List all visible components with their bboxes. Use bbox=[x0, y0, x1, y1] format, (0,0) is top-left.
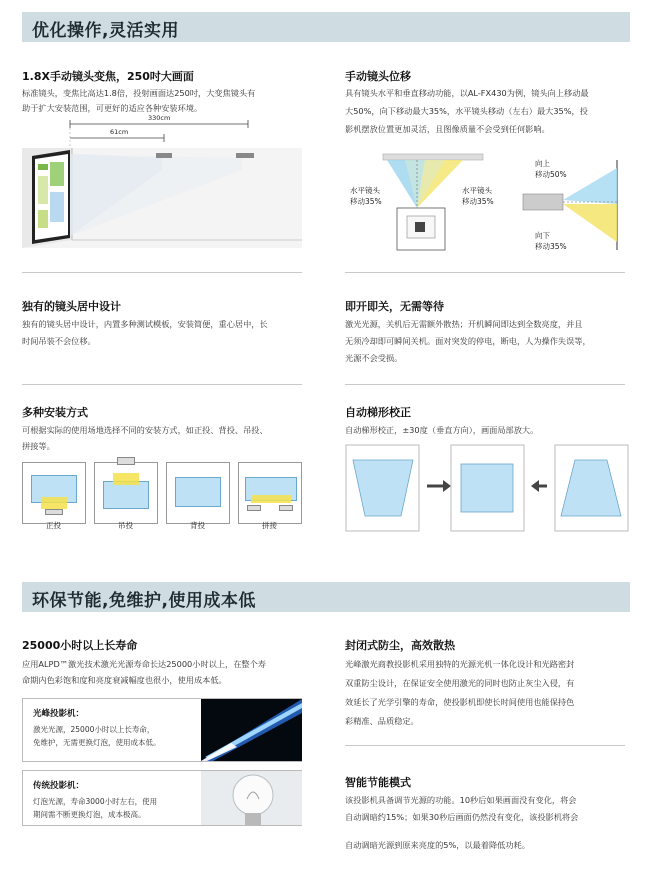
dimension-330cm: 330cm bbox=[148, 114, 171, 122]
center-desc-line-1: 独有的镜头居中设计，内置多种测试模板，安装简便，重心居中，长 bbox=[22, 319, 268, 329]
keystone-desc: 自动梯形校正，±30度（垂直方向），画面局部放大。 bbox=[345, 425, 539, 435]
center-title: 独有的镜头居中设计 bbox=[22, 300, 121, 313]
install-mode-stitch bbox=[238, 462, 302, 524]
instant-title: 即开即关，无需等待 bbox=[345, 300, 444, 313]
shift-desc-line-1: 具有镜头水平和垂直移动功能，以AL-FX430为例，镜头向上移动最 bbox=[345, 88, 589, 98]
section-title: 环保节能,免维护,使用成本低 bbox=[32, 591, 256, 611]
section-title: 优化操作,灵活实用 bbox=[32, 21, 179, 41]
shift-title: 手动镜头位移 bbox=[345, 70, 411, 83]
install-title: 多种安装方式 bbox=[22, 406, 88, 419]
eco-desc-line-2: 自动调暗约15%；如果30秒后画面仍然没有变化，该投影机将会 bbox=[345, 812, 579, 822]
instant-desc-line-2: 无须冷却即可瞬间关机。面对突发的停电，断电，人为操作失误等， bbox=[345, 336, 591, 346]
divider bbox=[345, 272, 625, 273]
install-desc-line-2: 拼接等。 bbox=[22, 441, 55, 451]
divider bbox=[22, 272, 302, 273]
label-horizontal-shift-right: 水平镜头 移动35% bbox=[462, 186, 494, 206]
lamp-card-line-1: 灯泡光源，寿命3000小时左右，使用 bbox=[33, 797, 158, 806]
keystone-diagram bbox=[345, 444, 630, 534]
keystone-title: 自动梯形校正 bbox=[345, 406, 411, 419]
zoom-room-illustration bbox=[22, 118, 302, 248]
zoom-title: 1.8X手动镜头变焦，250吋大画面 bbox=[22, 70, 194, 83]
lamp-card-title: 传统投影机： bbox=[33, 781, 85, 791]
label-shift-up: 向上 移动50% bbox=[535, 159, 567, 179]
section-banner-operation bbox=[22, 12, 630, 42]
dimension-61cm: 61cm bbox=[110, 128, 129, 136]
vertical-shift-diagram bbox=[515, 160, 625, 250]
section-banner-eco bbox=[22, 582, 630, 612]
light-bulb-image bbox=[201, 771, 302, 825]
sealed-desc-line-1: 光峰激光商教投影机采用独特的光源光机一体化设计和光路密封 bbox=[345, 659, 575, 669]
center-desc-line-2: 时间吊装不会位移。 bbox=[22, 336, 96, 346]
eco-desc-line-3: 自动调暗光源到原来亮度的5%，以最着降低功耗。 bbox=[345, 840, 530, 850]
life-title: 25000小时以上长寿命 bbox=[22, 639, 138, 652]
install-mode-rear bbox=[166, 462, 230, 524]
sealed-desc-line-4: 彩精准、品质稳定。 bbox=[345, 716, 419, 726]
label-shift-down: 向下 移动35% bbox=[535, 231, 567, 251]
divider bbox=[345, 384, 625, 385]
install-mode-label: 正投 bbox=[46, 521, 61, 530]
life-desc-line-2: 命期内色彩饱和度和亮度衰减幅度也很小，使用成本低。 bbox=[22, 675, 227, 685]
lamp-card-line-2: 期间需不断更换灯泡，成本极高。 bbox=[33, 810, 146, 819]
sealed-title: 封闭式防尘，高效散热 bbox=[345, 639, 455, 652]
zoom-desc-line-2: 助于扩大安装范围，可更好的适应各种安装环境。 bbox=[22, 103, 203, 113]
sealed-desc-line-3: 效延长了光学引擎的寿命，使投影机即使长时间使用也能保持色 bbox=[345, 697, 575, 707]
shift-desc-line-3: 影机摆放位置更加灵活，且图像质量不会受到任何影响。 bbox=[345, 124, 550, 134]
sealed-desc-line-2: 双重防尘设计，在保证安全使用激光的同时也防止灰尘入侵，有 bbox=[345, 678, 575, 688]
divider bbox=[345, 745, 625, 746]
install-mode-label: 吊投 bbox=[118, 521, 133, 530]
laser-card-line-1: 激光光源，25000小时以上长寿命， bbox=[33, 725, 155, 734]
life-desc-line-1: 应用ALPD™激光技术激光光源寿命长达25000小时以上，在整个寿 bbox=[22, 659, 266, 669]
laser-card-title: 光峰投影机： bbox=[33, 709, 85, 719]
divider bbox=[22, 384, 302, 385]
shift-desc-line-2: 大50%，向下移动最大35%，水平镜头移动（左右）最大35%，投 bbox=[345, 106, 588, 116]
laser-projector-card bbox=[22, 698, 302, 762]
label-horizontal-shift-left: 水平镜头 移动35% bbox=[350, 186, 382, 206]
install-desc-line-1: 可根据实际的使用场地选择不同的安装方式，如正投、背投、吊投、 bbox=[22, 425, 268, 435]
install-mode-front bbox=[22, 462, 86, 524]
instant-desc-line-1: 激光光源，关机后无需额外散热；开机瞬间即达到全数亮度，并且 bbox=[345, 319, 583, 329]
eco-title: 智能节能模式 bbox=[345, 776, 411, 789]
laser-card-line-2: 免维护，无需更换灯泡，使用成本低。 bbox=[33, 738, 161, 747]
zoom-desc-line-1: 标准镜头，变焦比高达1.8倍，投射画面达250吋，大变焦镜头有 bbox=[22, 88, 256, 98]
eco-desc-line-1: 该投影机具备调节光源的功能。10秒后如果画面没有变化，将会 bbox=[345, 795, 577, 805]
install-mode-ceiling bbox=[94, 462, 158, 524]
install-mode-label: 背投 bbox=[190, 521, 205, 530]
laser-beam-image bbox=[201, 699, 302, 761]
install-mode-label: 拼接 bbox=[262, 521, 277, 530]
instant-desc-line-3: 光源不会受损。 bbox=[345, 353, 403, 363]
lamp-projector-card bbox=[22, 770, 302, 826]
